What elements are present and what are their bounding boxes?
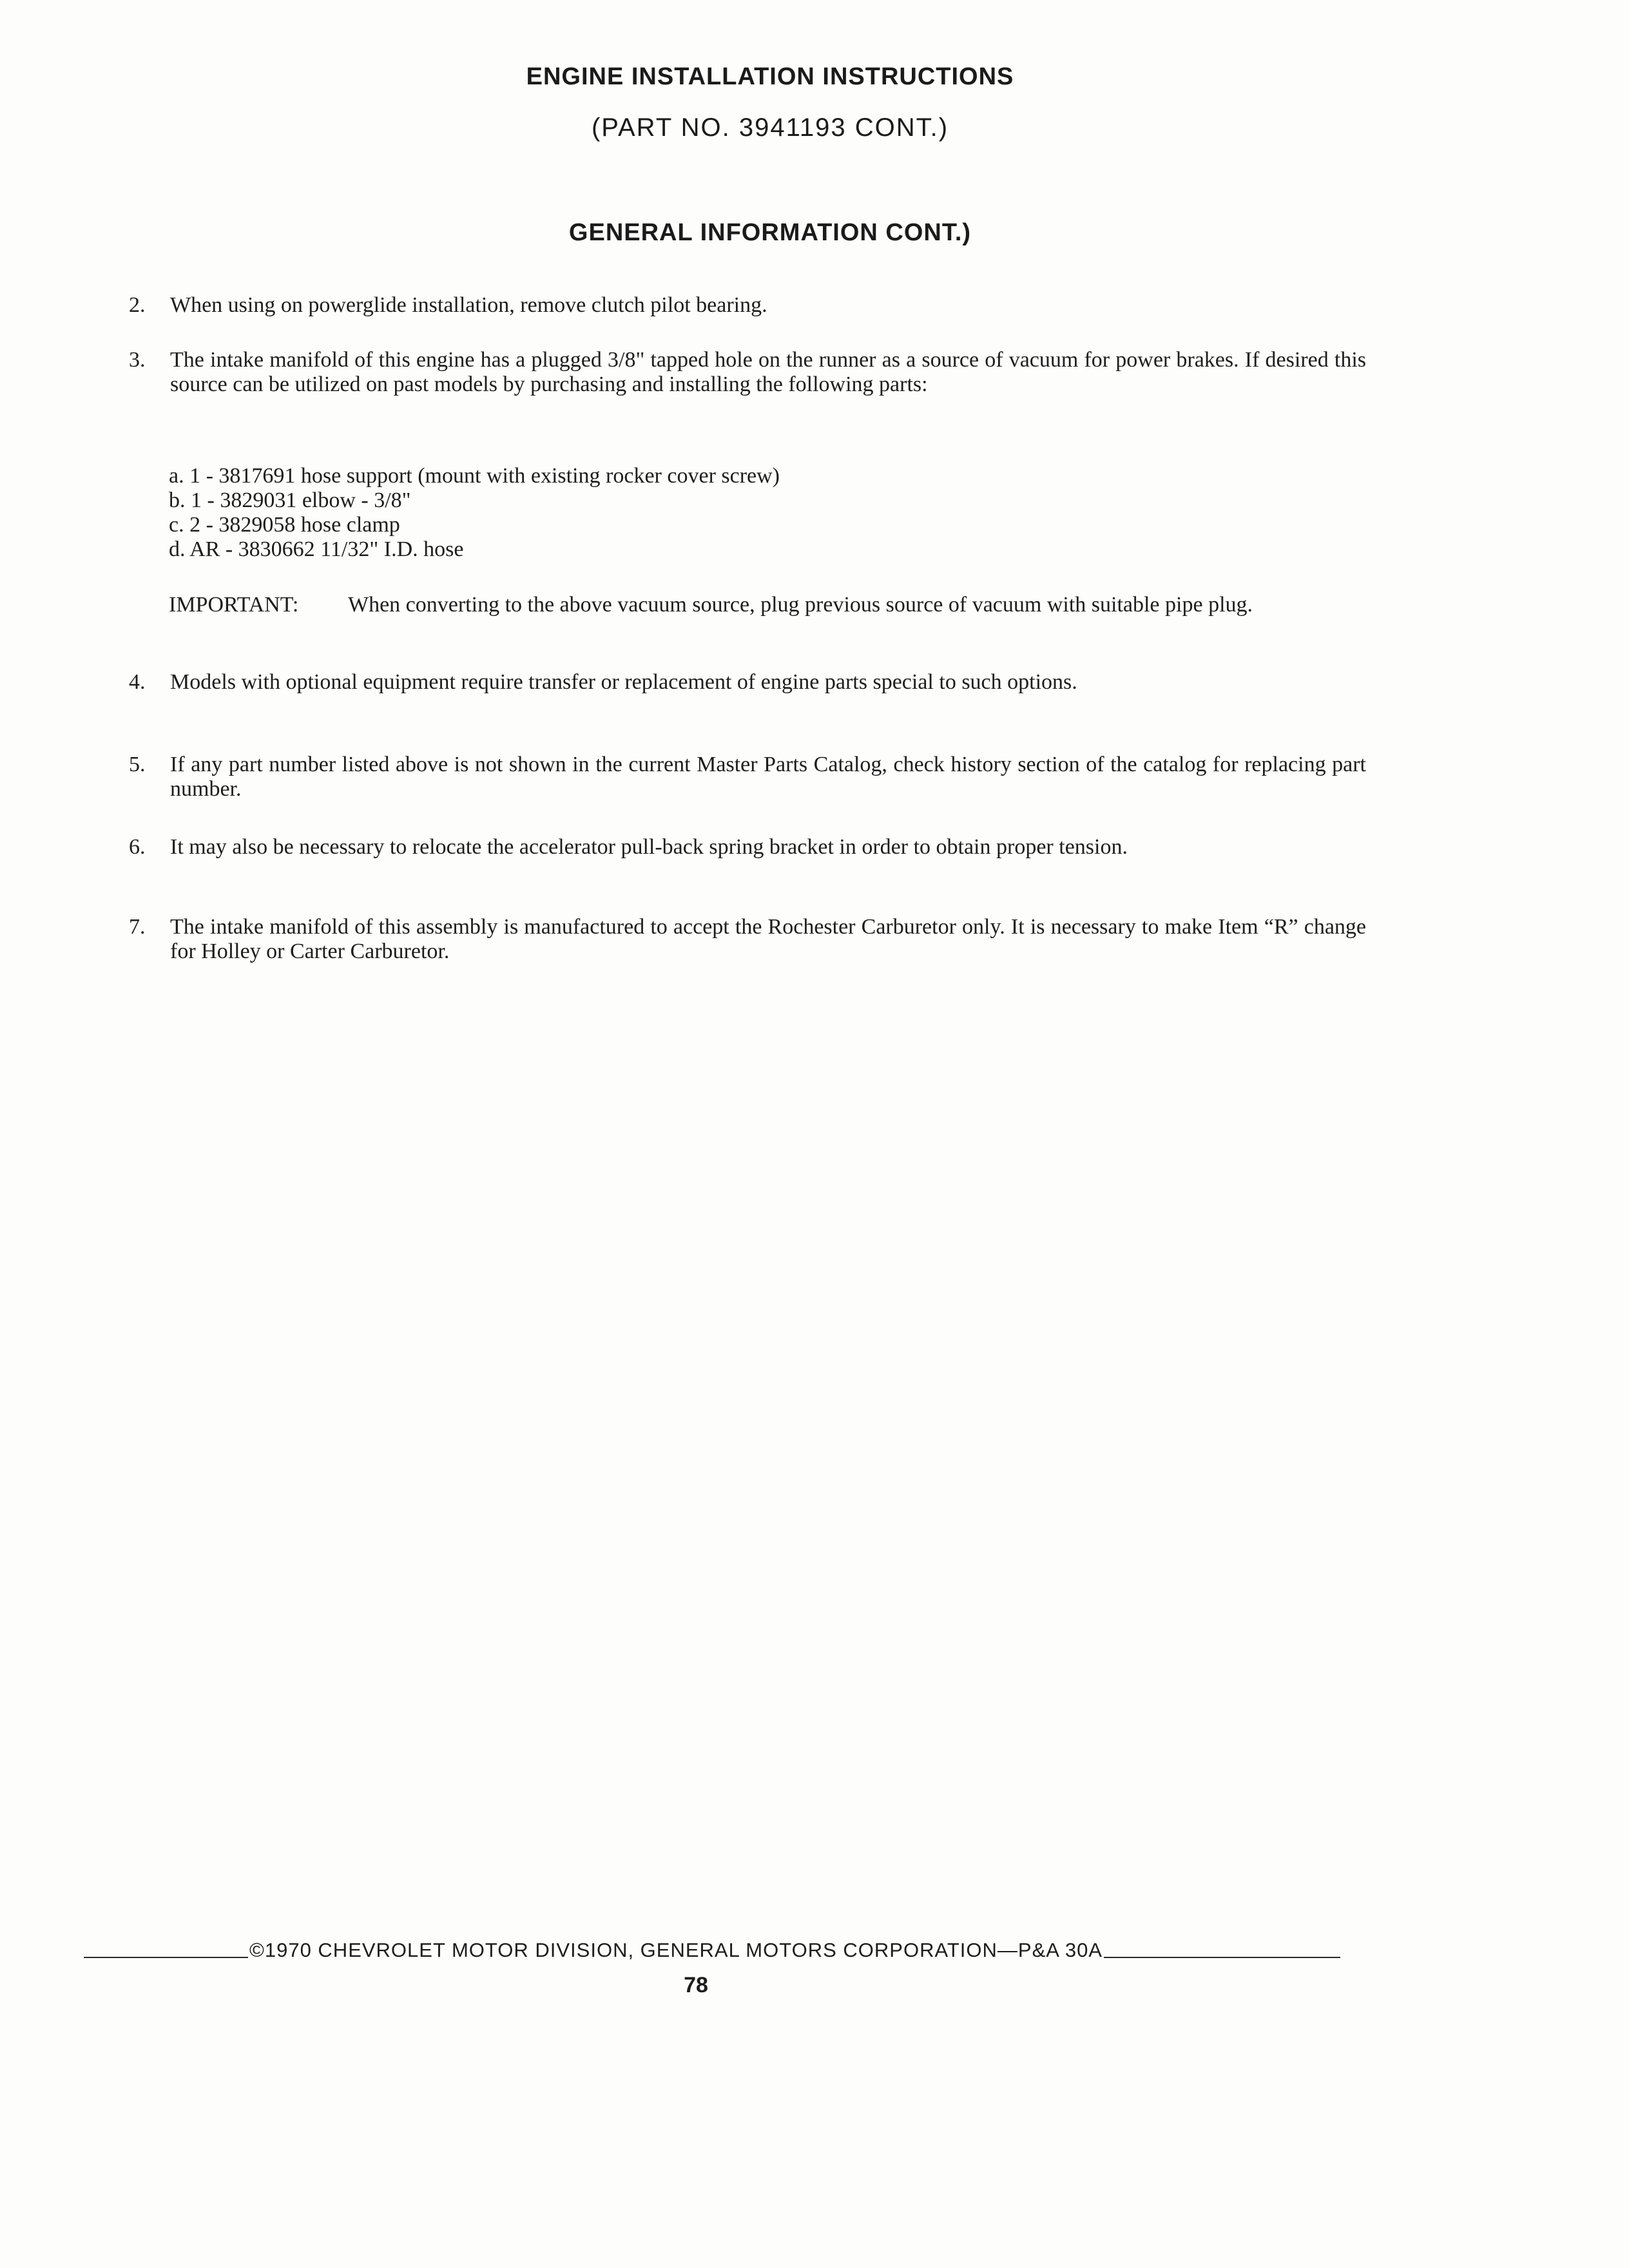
- parts-list-item: d. AR - 3830662 11/32" I.D. hose: [169, 537, 464, 561]
- list-item-number: 6.: [129, 835, 146, 859]
- parts-list-item: b. 1 - 3829031 elbow - 3/8": [169, 488, 411, 512]
- footer-rule-right: [1104, 1957, 1340, 1958]
- important-text: When converting to the above vacuum source, plug previous source of vacuum with suitable pipe plug.: [348, 593, 1253, 617]
- footer-copyright: ©1970 CHEVROLET MOTOR DIVISION, GENERAL MOTORS CORPORATION—P&A 30A: [249, 1939, 1103, 1961]
- document-title: ENGINE INSTALLATION INSTRUCTIONS: [526, 63, 1014, 90]
- list-item-number: 4.: [129, 670, 146, 694]
- important-label: IMPORTANT:: [169, 593, 299, 617]
- list-item-number: 5.: [129, 753, 146, 776]
- list-item-text: Models with optional equipment require transfer or replacement of engine parts special to such options.: [170, 670, 1077, 694]
- page-number: 78: [684, 1973, 708, 1997]
- list-item-text: If any part number listed above is not shown in the current Master Parts Catalog, check history section of the catalog for replacing part number.: [170, 753, 1366, 801]
- list-item-text: The intake manifold of this assembly is manufactured to accept the Rochester Carburetor only. It is necessary to make Item “R” change for Holley or Carter Carburetor.: [170, 915, 1366, 963]
- list-item-number: 3.: [129, 348, 146, 372]
- parts-list-item: a. 1 - 3817691 hose support (mount with existing rocker cover screw): [169, 464, 780, 488]
- parts-list-item: c. 2 - 3829058 hose clamp: [169, 513, 400, 537]
- document-subtitle: (PART NO. 3941193 CONT.): [591, 113, 949, 142]
- page-footer: [84, 1939, 1340, 1962]
- list-item-text: It may also be necessary to relocate the accelerator pull-back spring bracket in order to obtain proper tension.: [170, 835, 1128, 859]
- section-heading: GENERAL INFORMATION CONT.): [568, 219, 972, 246]
- list-item-text: The intake manifold of this engine has a plugged 3/8" tapped hole on the runner as a source of vacuum for power brakes. If desired this source can be utilized on past models by purchasing and installing the following parts:: [170, 348, 1366, 396]
- list-item-number: 2.: [129, 293, 146, 317]
- footer-rule-left: [84, 1957, 248, 1958]
- list-item-text: When using on powerglide installation, remove clutch pilot bearing.: [170, 293, 767, 317]
- list-item-number: 7.: [129, 915, 146, 939]
